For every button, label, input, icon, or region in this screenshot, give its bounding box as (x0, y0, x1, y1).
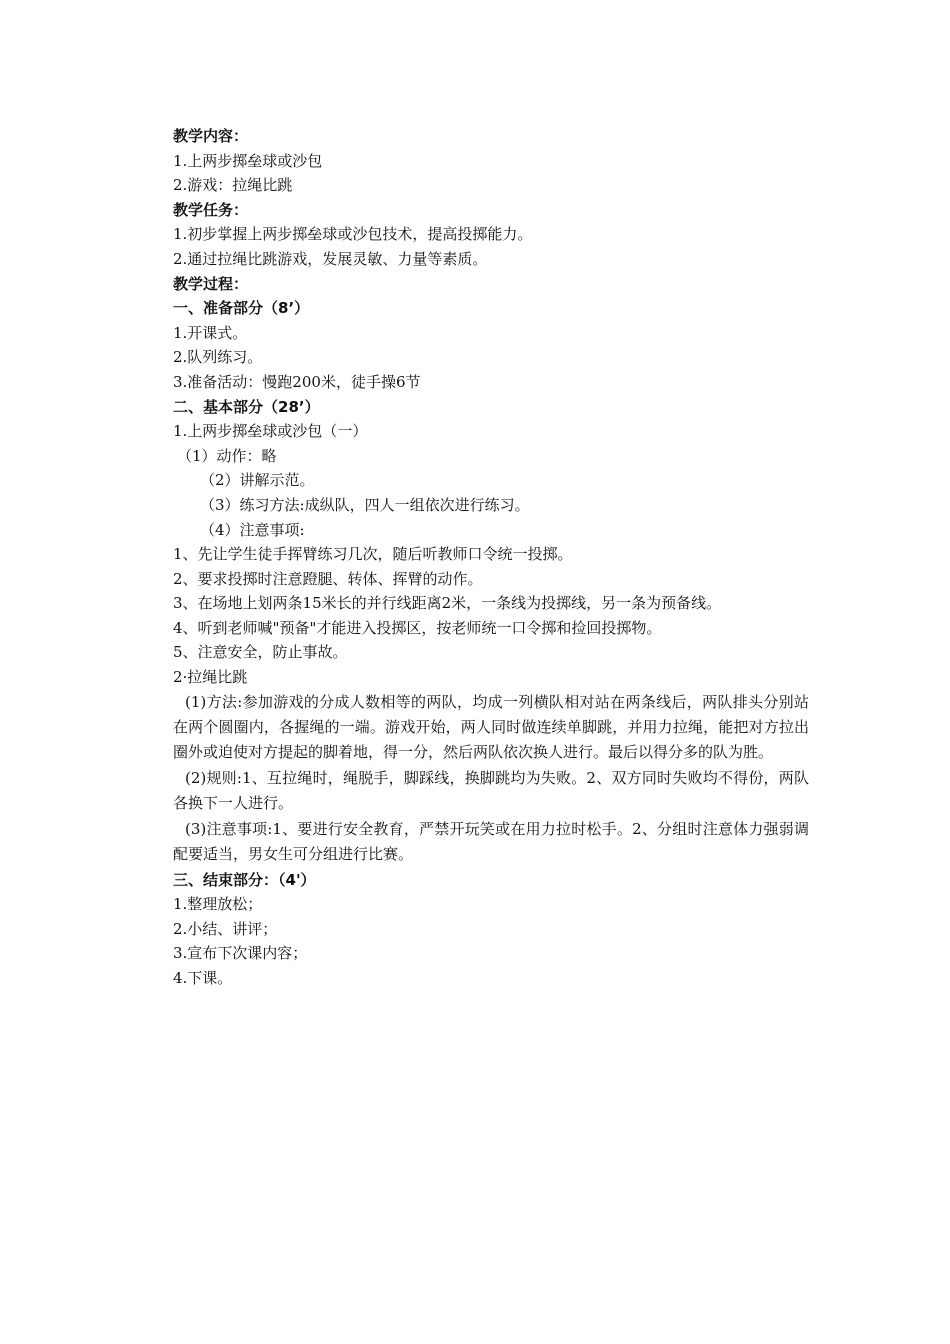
part2-note: 3、在场地上划两条15米长的并行线距离2米，一条线为投掷线，另一条为预备线。 (173, 594, 722, 613)
part2-subheading: 2·拉绳比跳 (173, 668, 248, 687)
part1-item: 3.准备活动：慢跑200米，徒手操6节 (173, 372, 421, 391)
part1-item: 2.队列练习。 (173, 348, 263, 367)
part2-sub-item: （2）讲解示范。 (200, 471, 315, 490)
game-method-paragraph: (1)方法:参加游戏的分成人数相等的两队，均成一列横队相对站在两条线后，两队排头分别站在两个圆圈内，各握绳的一端。游戏开始，两人同时做连续单脚跳，并用力拉绳，能把对方拉出圈外或迫使对方提起的脚着地，得一分，然后两队依次换人进行。最后以得分多的队为胜。 (173, 692, 809, 762)
part1-heading: 一、准备部分（8’） (173, 299, 310, 318)
part2-heading: 二、基本部分（28’） (173, 397, 320, 416)
game-notes-paragraph: (3)注意事项:1、要进行安全教育，严禁开玩笑或在用力拉时松手。2、分组时注意体力强弱调配要适当，男女生可分组进行比赛。 (173, 819, 809, 864)
part2-sub-item: （1）动作：略 (177, 446, 277, 465)
part1-item: 1.开课式。 (173, 323, 248, 342)
task-item: 2.通过拉绳比跳游戏，发展灵敏、力量等素质。 (173, 249, 488, 268)
part3-item: 4.下课。 (173, 968, 233, 987)
content-item: 2.游戏：拉绳比跳 (173, 176, 293, 195)
task-heading: 教学任务： (173, 200, 249, 219)
process-heading: 教学过程： (173, 274, 249, 293)
part2-sub-item: （4）注意事项: (200, 520, 305, 539)
part2-note: 2、要求投掷时注意蹬腿、转体、挥臂的动作。 (173, 569, 483, 588)
game-rules-paragraph: (2)规则:1、互拉绳时，绳脱手，脚踩线，换脚跳均为失败。2、双方同时失败均不得份，两队各换下一人进行。 (173, 768, 809, 813)
part3-heading: 三、结束部分：（4'） (173, 870, 316, 889)
part2-note: 5、注意安全，防止事故。 (173, 643, 348, 662)
part2-sub-item: （3）练习方法:成纵队，四人一组依次进行练习。 (200, 495, 530, 514)
content-heading: 教学内容： (173, 127, 249, 145)
task-item: 1.初步掌握上两步掷垒球或沙包技术，提高投掷能力。 (173, 225, 533, 244)
content-item: 1.上两步掷垒球或沙包 (173, 151, 323, 170)
part3-item: 3.宣布下次课内容； (173, 944, 308, 963)
part3-item: 2.小结、讲评； (173, 919, 278, 938)
part2-note: 1、先让学生徒手挥臂练习几次，随后听教师口令统一投掷。 (173, 545, 573, 564)
part2-subheading: 1.上两步掷垒球或沙包（一） (173, 422, 368, 441)
part2-note: 4、听到老师喊"预备"才能进入投掷区，按老师统一口令掷和捡回投掷物。 (173, 618, 662, 637)
lesson-plan-document (173, 124, 809, 990)
part3-item: 1.整理放松； (173, 895, 263, 914)
